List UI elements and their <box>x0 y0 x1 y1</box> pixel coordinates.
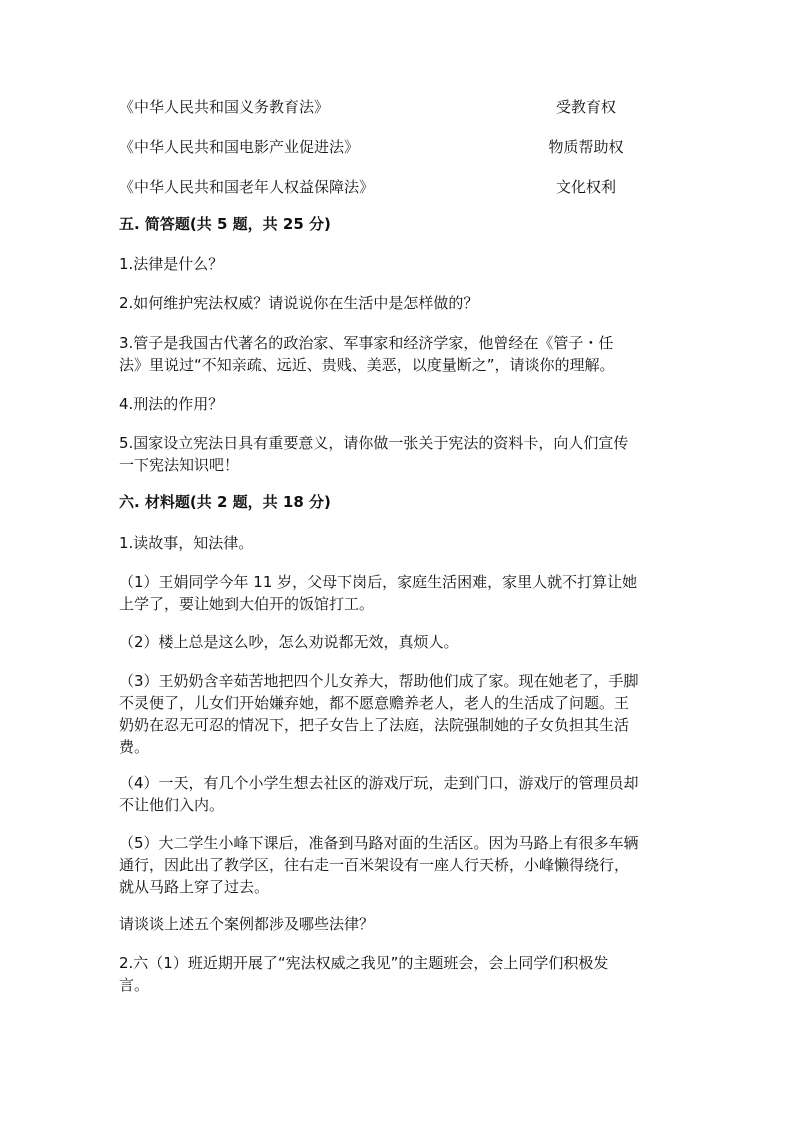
case-1 <box>119 571 679 615</box>
matching-right-1: 受教育权 <box>555 98 616 116</box>
question-2: 2.如何维护宪法权威？请说说你在生活中是怎样做的？ <box>119 294 479 312</box>
case-3 <box>119 670 679 758</box>
question-3-line-2: 法》里说过“不知亲疏、远近、贵贱、美恶，以度量断之”，请谈你的理解。 <box>119 356 615 374</box>
case-5-line-1: （5）大二学生小峰下课后，准备到马路对面的生活区。因为马路上有很多车辆 <box>119 834 639 852</box>
material-question-2 <box>119 952 679 996</box>
question-4: 4.刑法的作用？ <box>119 395 224 413</box>
section-heading-material: 六. 材料题(共 2 题，共 18 分) <box>119 493 331 511</box>
case-2: （2）楼上总是这么吵，怎么劝说都无效，真烦人。 <box>119 633 459 651</box>
case-1-line-2: 上学了，要让她到大伯开的饭馆打工。 <box>119 595 375 613</box>
question-3 <box>119 332 679 376</box>
case-3-line-4: 费。 <box>119 738 150 756</box>
matching-law-2: 《中华人民共和国电影产业促进法》 <box>119 138 360 156</box>
case-5-line-2: 通行，因此出了教学区，往右走一百米架设有一座人行天桥，小峰懒得绕行， <box>119 856 630 874</box>
case-3-line-3: 奶奶在忍无可忍的情况下，把子女告上了法庭，法院强制她的子女负担其生活 <box>119 716 630 734</box>
matching-law-1: 《中华人民共和国义务教育法》 <box>119 98 330 116</box>
material-question-2-line-1: 2.六（1）班近期开展了“宪法权威之我见”的主题班会，会上同学们积极发 <box>119 954 609 972</box>
case-1-line-1: （1）王娟同学今年 11 岁，父母下岗后，家庭生活困难，家里人就不打算让她 <box>119 573 638 591</box>
question-5-line-1: 5.国家设立宪法日具有重要意义，请你做一张关于宪法的资料卡，向人们宣传 <box>119 434 629 452</box>
question-5 <box>119 432 679 476</box>
case-5 <box>119 832 679 898</box>
matching-right-3: 文化权利 <box>555 178 616 196</box>
material-question-2-line-2: 言。 <box>119 976 150 994</box>
case-4-line-1: （4）一天，有几个小学生想去社区的游戏厅玩，走到门口，游戏厅的管理员却 <box>119 774 639 792</box>
question-1: 1.法律是什么？ <box>119 255 224 273</box>
case-4 <box>119 772 679 816</box>
question-5-line-2: 一下宪法知识吧！ <box>119 456 240 474</box>
case-5-line-3: 就从马路上穿了过去。 <box>119 878 270 896</box>
case-4-line-2: 不让他们入内。 <box>119 796 225 814</box>
question-3-line-1: 3.管子是我国古代著名的政治家、军事家和经济学家，他曾经在《管子・任 <box>119 334 614 352</box>
section-heading-short-answer: 五. 简答题(共 5 题，共 25 分) <box>119 215 331 233</box>
case-3-line-1: （3）王奶奶含辛茹苦地把四个儿女养大，帮助他们成了家。现在她老了，手脚 <box>119 672 639 690</box>
material-question-1-title: 1.读故事，知法律。 <box>119 534 254 552</box>
material-question-1-prompt: 请谈谈上述五个案例都涉及哪些法律？ <box>119 915 375 933</box>
matching-law-3: 《中华人民共和国老年人权益保障法》 <box>119 178 375 196</box>
case-3-line-2: 不灵便了，儿女们开始嫌弃她，都不愿意赡养老人，老人的生活成了问题。王 <box>119 694 630 712</box>
matching-right-2: 物质帮助权 <box>548 138 624 156</box>
